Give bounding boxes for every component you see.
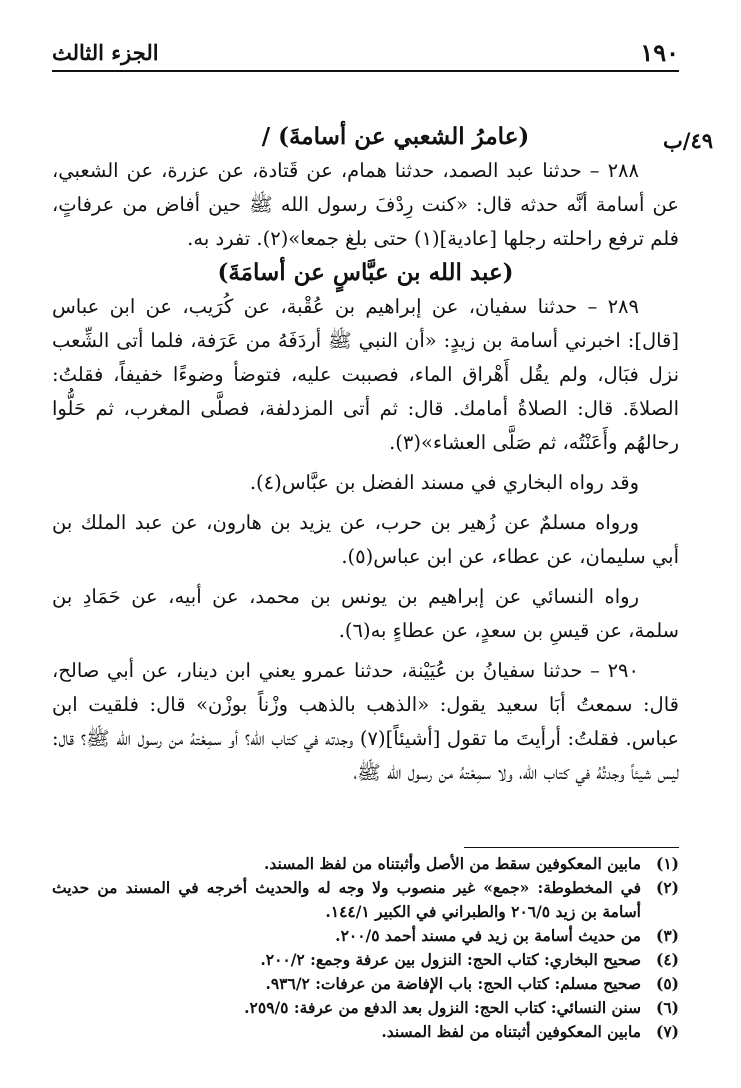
- footnote-4: [52, 948, 679, 972]
- footnote-5: [52, 972, 679, 996]
- footnote-text: سنن النسائي: كتاب الحج: النزول بعد الدفع من عرفة: ٢٥٩/٥.: [244, 998, 641, 1017]
- note-muslim: ورواه مسلمٌ عن زُهير بن حرب، عن يزيد بن هارون، عن عبد الملك بن أبي سليمان، عن عطاء، عن ابن عباس(٥).: [52, 511, 679, 568]
- footnote-text: في المخطوطة: «جمع» غير منصوب ولا وجه له والحديث أخرجه في المسند من حديث أسامة بن زيد ٢٠٦/٥ والطبراني في الكبير ١٤٤/١.: [52, 878, 641, 921]
- main-text: [52, 120, 679, 790]
- running-header: [52, 38, 679, 70]
- footnote-number: (٤): [655, 950, 679, 969]
- footnote-text: من حديث أسامة بن زيد في مسند أحمد ٢٠٠/٥.: [335, 926, 641, 945]
- footnote-number: (٢): [655, 878, 679, 897]
- footnote-number: (٦): [655, 998, 679, 1017]
- footnote-3: [52, 924, 679, 948]
- footnote-number: (٧): [655, 1022, 679, 1041]
- footnote-text: مابين المعكوفين أثبتناه من لفظ المسند.: [381, 1022, 641, 1041]
- footnote-2: [52, 876, 679, 924]
- manuscript-folio-note: ٤٩/ب: [662, 128, 713, 153]
- footnote-rule: [464, 847, 679, 848]
- note-bukhari: وقد رواه البخاري في مسند الفضل بن عبَّاس(٤).: [249, 471, 639, 494]
- footnote-number: (٣): [655, 926, 679, 945]
- section-heading-shabi: (عامرُ الشعبي عن أسامةَ) /: [261, 123, 530, 150]
- footnote-text: صحيح البخاري: كتاب الحج: النزول بين عرفة وجمع: ٢٠٠/٢.: [260, 950, 641, 969]
- hadith-290: ٢٩٠ – حدثنا سفيانُ بن عُيَيْنة، حدثنا عمرو يعني ابن دينار، عن أبي صالح، قال: سمعتُ أبَا سعيد يقول: «الذهب بالذهب وزْناً بوزْن» قال: فلقيت ابن عباس. فقلتُ: أرأيتَ ما تقول [أشيئاً](٧) وجدته في كتاب الله؟ أو سمِعْتهُ من رسول الله ﷺ؟ قال: ليس شيئاً وجدتُهُ في كتاب الله، ولا سمِعْتهُ من رسول الله ﷺ،: [52, 659, 679, 784]
- footnotes: [52, 852, 679, 1044]
- header-rule: [52, 70, 679, 72]
- note-nasai: رواه النسائي عن إبراهيم بن يونس بن محمد، عن أبيه، عن حَمَادِ بن سلمة، عن قيسِ بن سعدٍ، عن عطاءٍ به(٦).: [52, 585, 679, 642]
- section-heading-ibn-abbas: (عبد الله بن عبَّاسٍ عن أسامَةَ): [217, 259, 514, 286]
- footnote-1: [52, 852, 679, 876]
- page-number: ١٩٠: [640, 38, 679, 67]
- footnote-number: (٥): [655, 974, 679, 993]
- footnote-text: صحيح مسلم: كتاب الحج: باب الإفاضة من عرفات: ٩٣٦/٢.: [265, 974, 641, 993]
- hadith-289: ٢٨٩ – حدثنا سفيان، عن إبراهيم بن عُقْبة، عن كُرَيب، عن ابن عباس [قال]: اخبرني أسامة بن زيدٍ: «أن النبي ﷺ أردَفَهُ من عَرَفة، فلما أتى الشِّعب نزل فبَال، ولم يقُل أَهْراق الماء، فصببت عليه، فتوضأ وضوءًا خفيفاً، فقلتُ: الصلاةَ. قال: الصلاةُ أمامك. قال: ثم أتى المزدلفة، فصلَّى المغرب، ثم حَلُّوا رحالهُم وأَعَنْتُه، ثم صَلَّى العشاء»(٣).: [52, 295, 679, 454]
- footnote-6: [52, 996, 679, 1020]
- hadith-288: ٢٨٨ – حدثنا عبد الصمد، حدثنا همام، عن قَتادة، عن عزرة، عن الشعبي، عن أسامة أنَّه حدثه قال: «كنت رِدْفَ رسول الله ﷺ حين أفاض من عرفاتٍ، فلم ترفع راحلته رجلها [عادية](١) حتى بلغ جمعا»(٢). تفرد به.: [52, 159, 679, 250]
- part-label: الجزء الثالث: [52, 40, 159, 65]
- footnote-number: (١): [655, 854, 679, 873]
- footnote-7: [52, 1020, 679, 1044]
- footnote-text: مابين المعكوفين سقط من الأصل وأثبتناه من لفظ المسند.: [264, 854, 641, 873]
